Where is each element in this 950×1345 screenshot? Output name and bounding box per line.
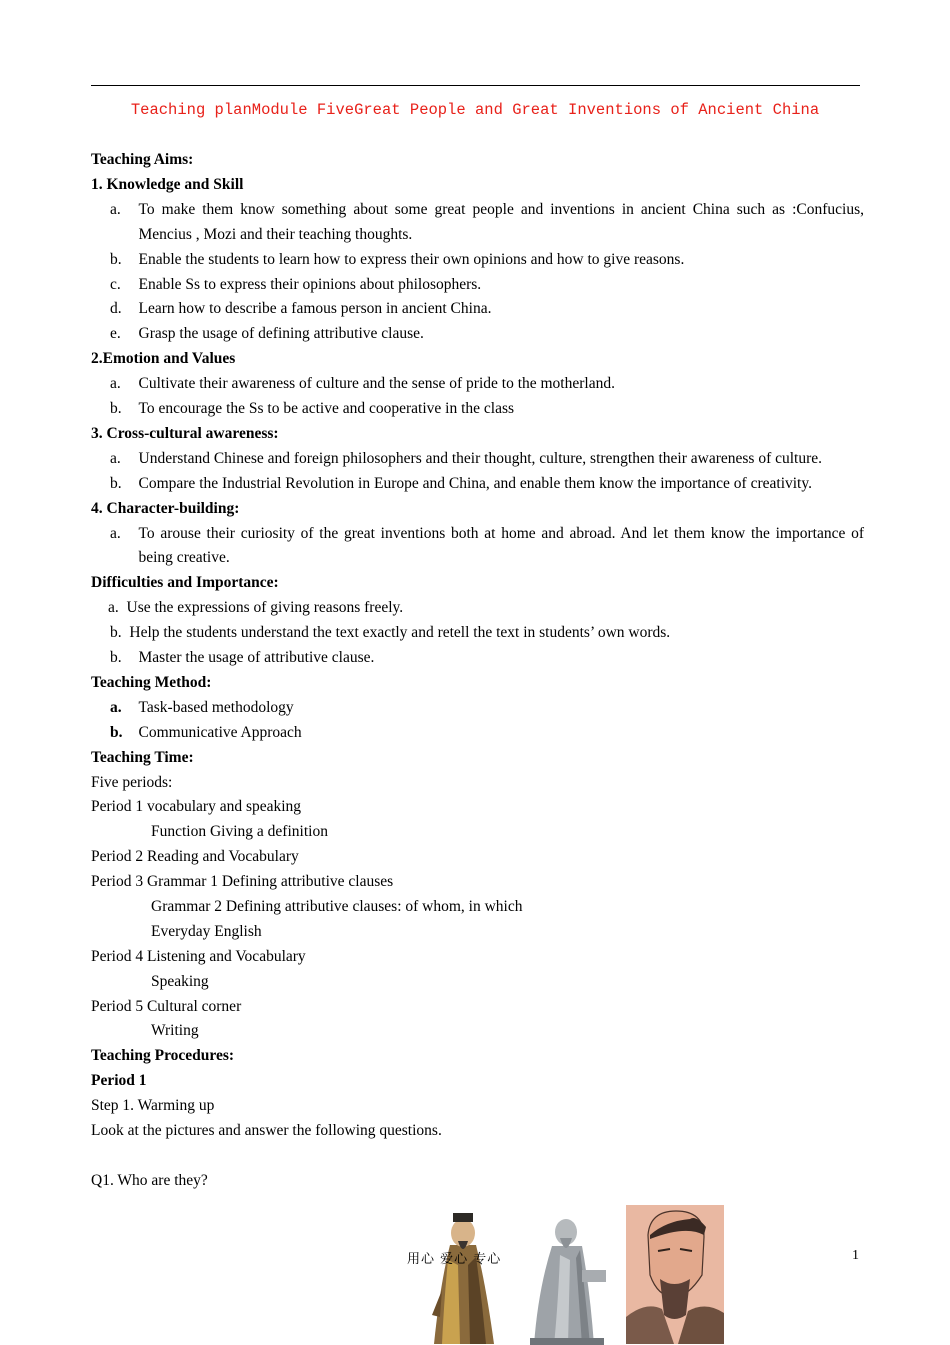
difficulty-line: a. Use the expressions of giving reasons freely. [108,599,404,617]
list-marker: b. [110,649,122,666]
list-text: Compare the Industrial Revolution in Europe and China, and enable them know the importance of creativity. [138,474,812,492]
list-marker: c. [110,275,121,293]
list-item [91,297,864,322]
procedure-step: Step 1. Warming up [91,1097,215,1115]
list-marker: a. [110,449,121,467]
section-heading: 4. Character-building: [91,499,240,517]
period-line: Period 5 Cultural corner [91,997,242,1015]
list-text: To encourage the Ss to be active and cooperative in the class [138,400,515,418]
period-line: Period 4 Listening and Vocabulary [91,947,306,965]
header-rule [91,85,860,86]
list-marker: b. [110,400,122,418]
list-item [91,522,864,572]
period-line: Period 3 Grammar 1 Defining attributive clauses [91,873,394,891]
list-text: Understand Chinese and foreign philosophers and their thought, culture, strengthen their awareness of culture. [138,449,823,467]
list-marker: d. [110,300,122,318]
time-intro: Five periods: [91,773,173,791]
list-text: Cultivate their awareness of culture and the sense of pride to the motherland. [138,375,615,393]
period-subline: Function Giving a definition [151,823,328,841]
list-text: To arouse their curiosity of the great inventions both at home and abroad. And let them know the importance of being creative. [138,524,864,567]
list-item [91,472,864,497]
period-subline: Writing [151,1022,199,1040]
list-item [91,646,864,671]
period-line: Period 1 vocabulary and speaking [91,798,302,816]
list-item [91,696,864,721]
list-item [91,447,864,472]
stone-statue-image [524,1210,610,1345]
list-item [91,198,864,248]
list-marker: a. [110,698,122,716]
section-heading: 1. Knowledge and Skill [91,175,244,193]
list-item [91,248,864,273]
list-marker: b. [110,250,122,268]
procedure-instruction: Look at the pictures and answer the following questions. [91,1121,442,1139]
difficulties-heading: Difficulties and Importance: [91,574,279,592]
list-text: Grasp the usage of defining attributive clause. [138,325,424,343]
period-line: Period 2 Reading and Vocabulary [91,848,299,866]
list-text: To make them know something about some great people and inventions in ancient China such as :Confucius, Mencius , Mozi and their teaching thoughts. [138,200,864,243]
period-subline: Everyday English [151,922,262,940]
difficulty-line: b. Help the students understand the text exactly and retell the text in students’ own words. [110,624,671,642]
list-text: Enable the students to learn how to express their own opinions and how to give reasons. [138,250,685,268]
list-text: Enable Ss to express their opinions about philosophers. [138,275,482,293]
section-heading: 2.Emotion and Values [91,350,236,368]
list-marker: a. [110,375,121,393]
footer-motto: 用心 爱心 专心 [407,1252,502,1267]
method-heading: Teaching Method: [91,673,212,691]
list-item [91,322,864,347]
document-title: Teaching planModule FiveGreat People and Great Inventions of Ancient China [130,101,820,119]
confucius-painting-image [420,1205,506,1344]
list-marker: b. [110,723,123,741]
list-marker: e. [110,325,121,343]
portrait-sketch-image [626,1205,724,1344]
list-marker: b. [110,474,122,492]
procedure-question: Q1. Who are they? [91,1171,208,1189]
aims-heading: Teaching Aims: [91,151,194,168]
list-text: Learn how to describe a famous person in ancient China. [138,300,492,318]
procedures-heading: Teaching Procedures: [91,1047,235,1065]
list-text: Master the usage of attributive clause. [138,649,375,666]
section-heading: 3. Cross-cultural awareness: [91,424,279,442]
document-body [91,148,864,1194]
list-item [91,721,864,746]
list-text: Communicative Approach [138,723,302,741]
list-text: Task-based methodology [138,698,294,716]
time-heading: Teaching Time: [91,748,194,766]
list-item [91,372,864,397]
period-subline: Grammar 2 Defining attributive clauses: of whom, in which [151,897,523,915]
period-subline: Speaking [151,972,209,990]
list-item [91,273,864,298]
page-number: 1 [852,1248,859,1263]
list-marker: a. [110,524,121,542]
list-marker: a. [110,200,121,218]
procedure-period: Period 1 [91,1072,147,1090]
list-item [91,397,864,422]
